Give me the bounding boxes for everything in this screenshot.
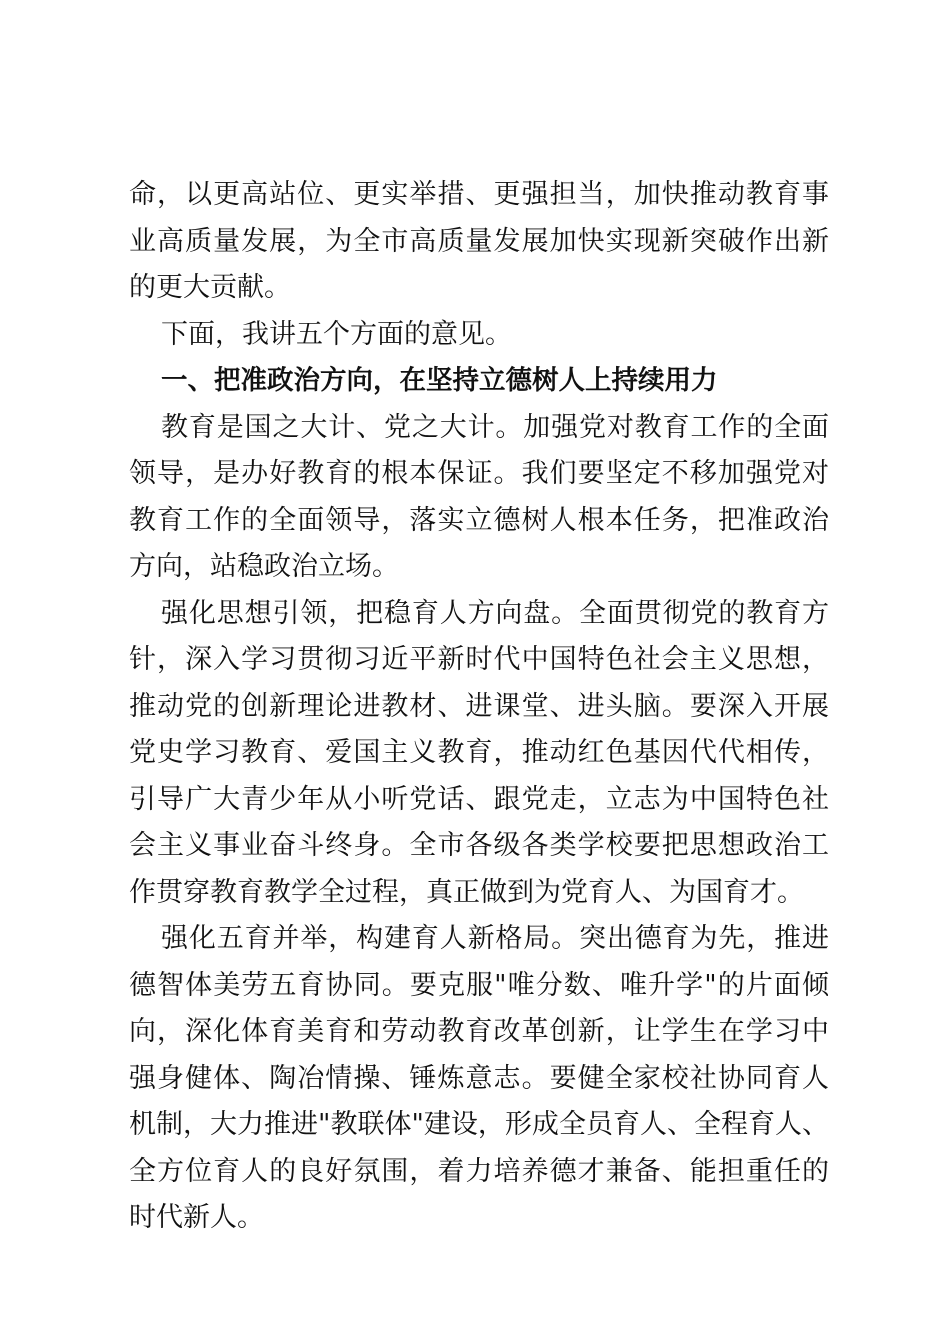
- document-body: [129, 172, 829, 1242]
- paragraph-intro: 下面，我讲五个方面的意见。: [161, 318, 512, 350]
- paragraph-continuation: 命，以更高站位、更实举措、更强担当，加快推动教育事业高质量发展，为全市高质量发展加快实现新突破作出新的更大贡献。: [129, 179, 829, 303]
- paragraph-section-intro: 教育是国之大计、党之大计。加强党对教育工作的全面领导，是办好教育的根本保证。我们要坚定不移加强党对教育工作的全面领导，落实立德树人根本任务，把准政治方向，站稳政治立场。: [129, 411, 829, 582]
- section-heading: 一、把准政治方向，在坚持立德树人上持续用力: [161, 365, 718, 396]
- paragraph-five-education: 强化五育并举，构建育人新格局。突出德育为先，推进德智体美劳五育协同。要克服"唯分数、唯升学"的片面倾向，深化体育美育和劳动教育改革创新，让学生在学习中强身健体、陶冶情操、锤炼意志。要健全家校社协同育人机制，大力推进"教联体"建设，形成全员育人、全程育人、全方位育人的良好氛围，着力培养德才兼备、能担重任的时代新人。: [129, 923, 829, 1233]
- paragraph-thought-leadership: 强化思想引领，把稳育人方向盘。全面贯彻党的教育方针，深入学习贯彻习近平新时代中国特色社会主义思想，推动党的创新理论进教材、进课堂、进头脑。要深入开展党史学习教育、爱国主义教育，推动红色基因代代相传，引导广大青少年从小听党话、跟党走，立志为中国特色社会主义事业奋斗终身。全市各级各类学校要把思想政治工作贯穿教育教学全过程，真正做到为党育人、为国育才。: [129, 597, 829, 908]
